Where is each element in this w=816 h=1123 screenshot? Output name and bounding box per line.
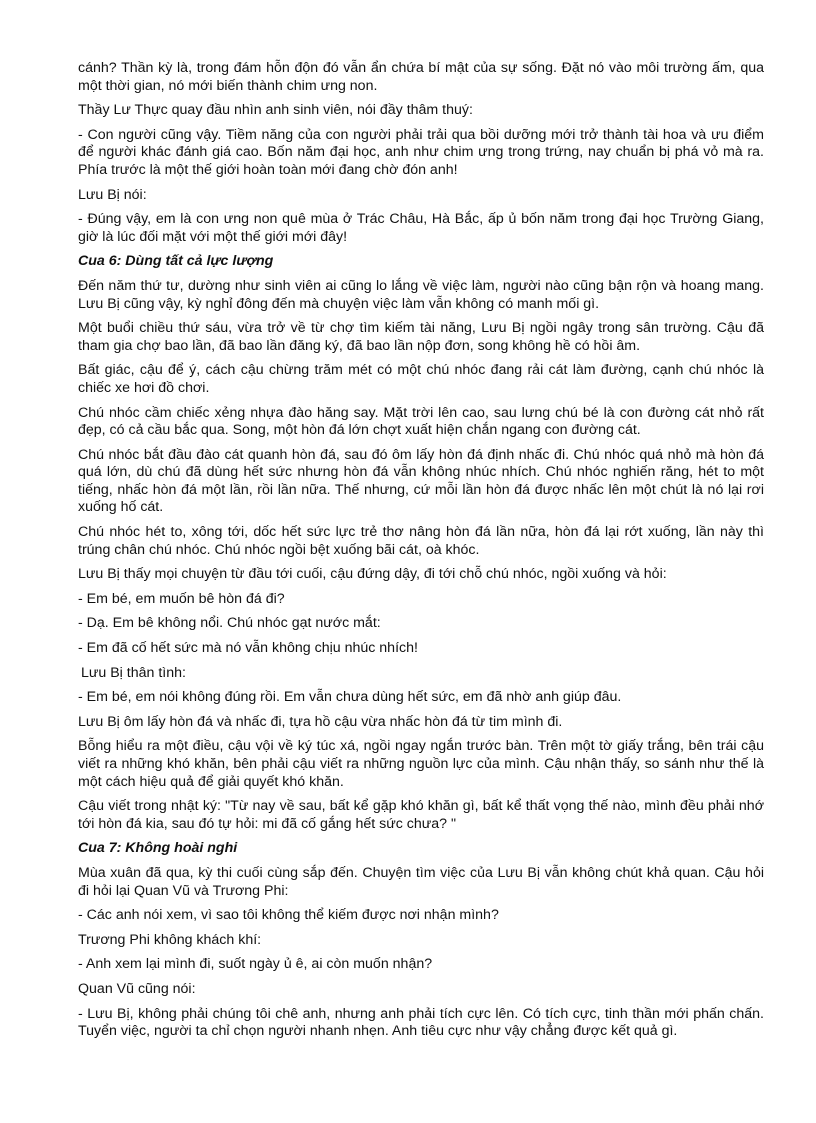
paragraph: Bỗng hiểu ra một điều, cậu vội về ký túc xá, ngồi ngay ngắn trước bàn. Trên một tờ giấy trắng, bên trái cậu viết ra những khó khăn, bên phải cậu viết ra những nguồn lực của mình. Cậu nhận thấy, so sánh như thế là một cách hiệu quả để giải quyết khó khăn. xyxy=(78,738,764,790)
paragraph: Lưu Bị thân tình: xyxy=(81,664,186,681)
section-heading: Cua 6: Dùng tất cả lực lượng xyxy=(78,253,274,270)
paragraph: Bất giác, cậu để ý, cách cậu chừng trăm mét có một chú nhóc đang rải cát làm đường, cạnh chú nhóc là chiếc xe hơi đồ chơi. xyxy=(78,362,764,396)
paragraph: Mùa xuân đã qua, kỳ thi cuối cùng sắp đến. Chuyện tìm việc của Lưu Bị vẫn không chút khả quan. Cậu hỏi đi hỏi lại Quan Vũ và Trương Phi: xyxy=(78,864,764,899)
dialogue-line: - Em bé, em nói không đúng rồi. Em vẫn chưa dùng hết sức, em đã nhờ anh giúp đâu. xyxy=(78,689,622,706)
paragraph: Trương Phi không khách khí: xyxy=(78,931,262,948)
paragraph: Thầy Lư Thực quay đầu nhìn anh sinh viên, nói đầy thâm thuý: xyxy=(78,102,473,119)
paragraph: Chú nhóc hét to, xông tới, dốc hết sức lực trẻ thơ nâng hòn đá lần nữa, hòn đá lại rớt xuống, lần này thì trúng chân chú nhóc. Chú nhóc ngồi bệt xuống bãi cát, oà khóc. xyxy=(78,524,764,558)
paragraph: Quan Vũ cũng nói: xyxy=(78,980,196,997)
dialogue-line: - Em bé, em muốn bê hòn đá đi? xyxy=(78,590,285,607)
dialogue-line: - Các anh nói xem, vì sao tôi không thể kiếm được nơi nhận mình? xyxy=(78,907,499,924)
dialogue-line: - Lưu Bị, không phải chúng tôi chê anh, nhưng anh phải tích cực lên. Có tích cực, tinh thần mới phấn chấn. Tuyển việc, người ta chỉ chọn người nhanh nhẹn. Anh tiêu cực như vậy chẳng được kết quả gì. xyxy=(78,1005,764,1040)
paragraph: Lưu Bị nói: xyxy=(78,186,147,203)
paragraph: Lưu Bị thấy mọi chuyện từ đầu tới cuối, cậu đứng dậy, đi tới chỗ chú nhóc, ngồi xuống và hỏi: xyxy=(78,566,667,583)
paragraph: Cậu viết trong nhật ký: "Từ nay về sau, bất kể gặp khó khăn gì, bất kể thất vọng thế nào, mình đều phải nhớ tới hòn đá kia, sau đó tự hỏi: mi đã cố gắng hết sức chưa? " xyxy=(78,798,764,832)
paragraph: - Đúng vậy, em là con ưng non quê mùa ở Trác Châu, Hà Bắc, ấp ủ bốn năm trong đại học Trường Giang, giờ là lúc đối mặt với một thế giới mới đây! xyxy=(78,211,764,245)
paragraph: cánh? Thần kỳ là, trong đám hỗn độn đó vẫn ẩn chứa bí mật của sự sống. Đặt nó vào môi trường ấm, qua một thời gian, nó mới biến thành chim ưng non. xyxy=(78,60,764,94)
dialogue-line: - Dạ. Em bê không nổi. Chú nhóc gạt nước mắt: xyxy=(78,615,381,632)
paragraph: Một buổi chiều thứ sáu, vừa trở về từ chợ tìm kiếm tài năng, Lưu Bị ngồi ngây trong sân trường. Cậu đã tham gia chợ bao lần, đã bao lần đăng ký, đã bao lần nộp đơn, song không hề có hồi âm. xyxy=(78,320,764,354)
section-heading: Cua 7: Không hoài nghi xyxy=(78,840,238,857)
dialogue-line: - Anh xem lại mình đi, suốt ngày ủ ê, ai còn muốn nhận? xyxy=(78,956,433,973)
paragraph: - Con người cũng vậy. Tiềm năng của con người phải trải qua bồi dưỡng mới trở thành tài hoa và ưu điểm để người khác đánh giá cao. Bốn năm đại học, anh như chim ưng trong trứng, nay chuẩn bị phá vỏ mà ra. Phía trước là một thế giới hoàn toàn mới đang chờ đón anh! xyxy=(78,126,764,178)
paragraph: Chú nhóc cầm chiếc xẻng nhựa đào hăng say. Mặt trời lên cao, sau lưng chú bé là con đường cát nhỏ rất đẹp, có cả cầu bắc qua. Song, một hòn đá lớn chợt xuất hiện chắn ngang con đường cát. xyxy=(78,404,764,439)
paragraph: Chú nhóc bắt đầu đào cát quanh hòn đá, sau đó ôm lấy hòn đá định nhấc đi. Chú nhóc quá nhỏ mà hòn đá quá lớn, dù chú đã dùng hết sức nhưng hòn đá vẫn không nhúc nhích. Chú nhóc nghiến răng, hét to một tiếng, nhấc hòn đá một lần, rồi lần nữa. Thế nhưng, cứ mỗi lần hòn đá được nhấc lên một chút là nó lại rơi xuống hố cát. xyxy=(78,446,764,516)
dialogue-line: - Em đã cố hết sức mà nó vẫn không chịu nhúc nhích! xyxy=(78,640,418,657)
paragraph: Lưu Bị ôm lấy hòn đá và nhấc đi, tựa hồ cậu vừa nhấc hòn đá từ tim mình đi. xyxy=(78,713,563,730)
paragraph: Đến năm thứ tư, dường như sinh viên ai cũng lo lắng về việc làm, người nào cũng bận rộn và hoang mang. Lưu Bị cũng vậy, kỳ nghỉ đông đến mà chuyện việc làm vẫn không có manh mối gì. xyxy=(78,277,764,312)
